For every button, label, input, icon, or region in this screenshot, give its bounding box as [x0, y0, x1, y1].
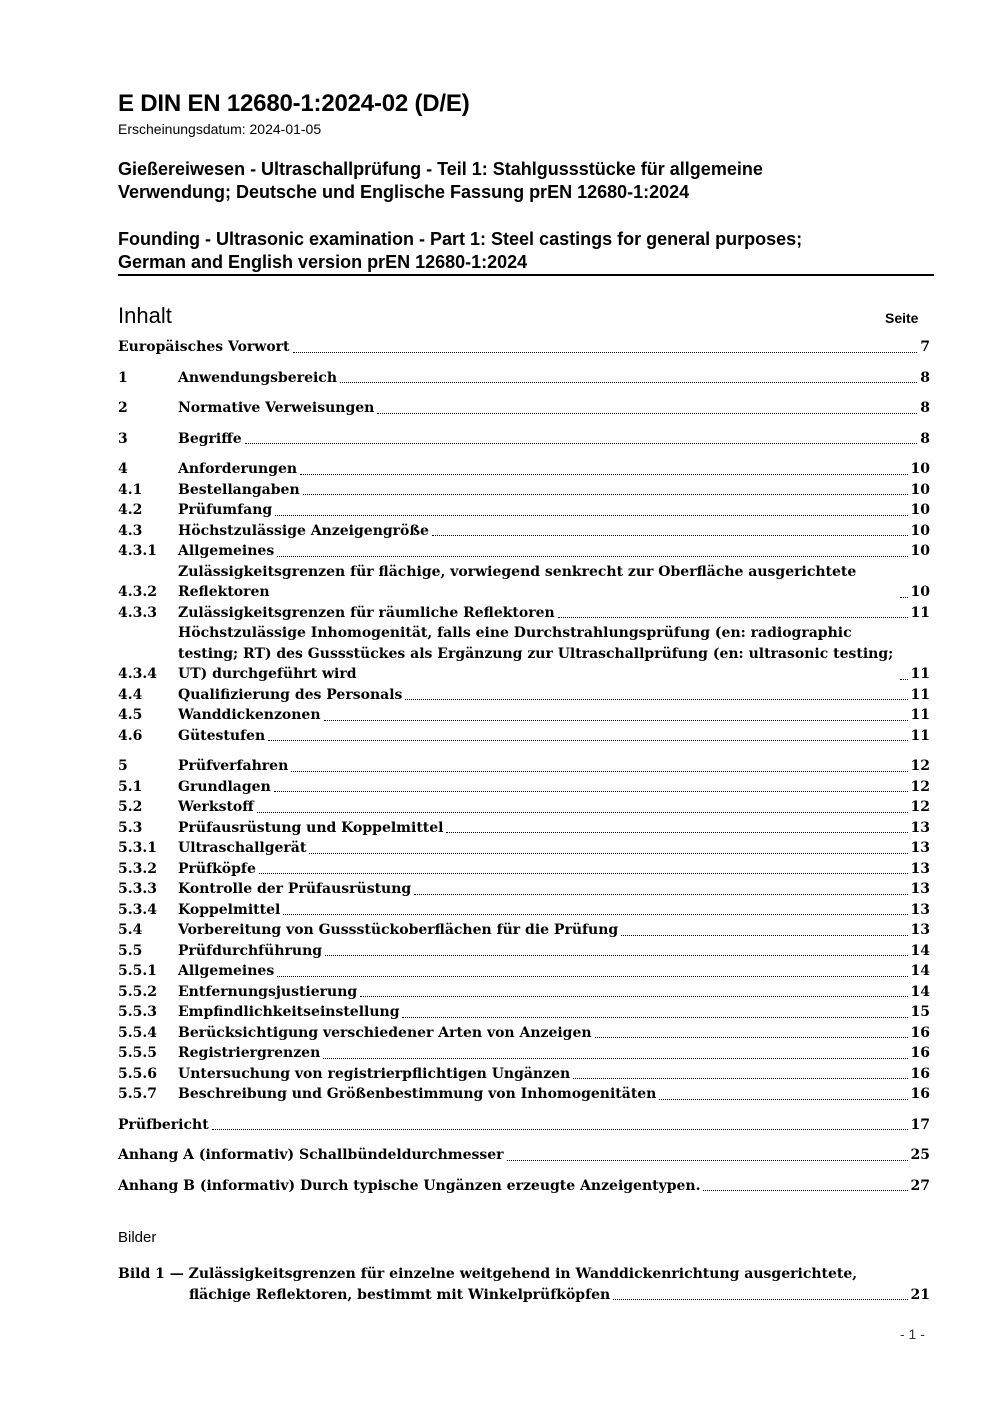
toc-leader	[212, 1129, 908, 1130]
toc-entry-number: 4.4	[118, 686, 143, 703]
toc-entry-number: 1	[118, 369, 128, 386]
toc-entry-title: Allgemeines	[178, 543, 275, 559]
toc-entry-number: 4.6	[118, 727, 143, 744]
toc-leader	[323, 1058, 907, 1059]
toc-entry-title: Allgemeines	[178, 963, 275, 979]
toc-entry-number: 5.1	[118, 778, 143, 795]
toc-leader	[405, 699, 907, 700]
toc-entry-number: 2	[118, 400, 128, 416]
toc-entry-title: Kontrolle der Prüfausrüstung	[178, 881, 412, 897]
toc-entry-number: 4.3.1	[118, 543, 157, 559]
toc-entry-page: 16	[910, 1045, 930, 1061]
figure-entry-title-line-2: flächige Reflektoren, bestimmt mit Winkelprüfköpfen	[189, 1286, 611, 1303]
toc-leader	[613, 1299, 907, 1300]
toc-entry[interactable]	[118, 797, 930, 818]
toc-heading: Inhalt	[118, 303, 172, 328]
toc-entry-page: 16	[910, 1086, 930, 1102]
toc-entry-title: Prüfköpfe	[178, 860, 256, 877]
toc-entry[interactable]	[118, 623, 930, 685]
toc-entry-number: 5.5	[118, 942, 143, 959]
toc-entry-page: 11	[910, 604, 930, 621]
toc-entry-title: Anwendungsbereich	[178, 369, 337, 386]
figure-entry[interactable]	[118, 1264, 930, 1305]
toc-leader	[414, 894, 907, 895]
toc-entry-page: 13	[910, 819, 930, 836]
toc-entry-number: 5.3	[118, 819, 143, 836]
toc-entry-page: 14	[910, 963, 930, 979]
toc-entry-number: 5	[118, 758, 128, 774]
toc-entry[interactable]	[118, 705, 930, 726]
toc-leader	[377, 413, 917, 414]
toc-entry-page: 13	[910, 881, 930, 897]
toc-entry-page: 7	[920, 339, 930, 355]
figure-entry-page: 21	[910, 1286, 930, 1303]
toc-entry[interactable]	[118, 1145, 930, 1166]
toc-entry[interactable]	[118, 1064, 930, 1085]
toc-entry-number: 5.4	[118, 922, 143, 938]
toc-entry-number: 4.5	[118, 707, 143, 723]
toc-entry-page: 10	[910, 584, 930, 600]
toc-leader	[432, 535, 908, 536]
toc-entry[interactable]	[118, 541, 930, 562]
toc-entry-title: Entfernungsjustierung	[178, 983, 358, 1000]
toc-entry-title: Gütestufen	[178, 727, 266, 744]
toc-entry[interactable]	[118, 859, 930, 880]
toc-entry[interactable]	[118, 562, 930, 603]
toc-entry[interactable]	[118, 337, 930, 358]
toc-leader	[558, 617, 908, 618]
toc-entry-number: 5.5.3	[118, 1004, 157, 1020]
toc-entry-number: 5.5.5	[118, 1045, 157, 1061]
toc-entry-number: 4.1	[118, 481, 143, 498]
toc-entry-page: 13	[910, 901, 930, 918]
table-of-contents	[118, 337, 930, 1196]
toc-entry-title: Anhang A (informativ) Schallbündeldurchmesser	[118, 1147, 504, 1163]
toc-leader	[245, 443, 918, 444]
toc-entry-title: Europäisches Vorwort	[118, 339, 290, 355]
toc-leader	[402, 1017, 907, 1018]
toc-entry-title: Grundlagen	[178, 778, 271, 795]
toc-entry-page: 10	[910, 481, 930, 498]
toc-entry[interactable]	[118, 1002, 930, 1023]
toc-entry-title: Ultraschallgerät	[178, 840, 307, 856]
toc-entry-page: 16	[910, 1024, 930, 1041]
toc-entry-title: Zulässigkeitsgrenzen für flächige, vorwiegend senkrecht zur Oberfläche ausgerichtete Reflektoren	[178, 563, 857, 600]
toc-entry-page: 12	[910, 799, 930, 815]
toc-entry[interactable]	[118, 1084, 930, 1105]
toc-entry-page: 14	[910, 942, 930, 959]
title-german	[118, 158, 918, 204]
toc-entry-title: Prüfausrüstung und Koppelmittel	[178, 819, 444, 836]
toc-entry[interactable]	[118, 1023, 930, 1044]
toc-entry-number: 5.3.4	[118, 901, 157, 918]
toc-entry-title: Werkstoff	[178, 799, 254, 815]
toc-entry[interactable]	[118, 838, 930, 859]
title-english	[118, 228, 918, 274]
toc-leader	[703, 1190, 907, 1191]
toc-entry-page: 13	[910, 860, 930, 877]
toc-leader	[595, 1037, 908, 1038]
toc-entry-title: Prüfverfahren	[178, 758, 289, 774]
toc-entry-page: 10	[910, 502, 930, 518]
toc-leader	[303, 494, 908, 495]
toc-entry[interactable]	[118, 777, 930, 798]
toc-entry-number: 5.5.2	[118, 983, 157, 1000]
toc-entry-page: 8	[920, 369, 930, 386]
toc-leader	[573, 1078, 907, 1079]
toc-entry[interactable]	[118, 920, 930, 941]
toc-entry-title: Untersuchung von registrierpflichtigen Ungänzen	[178, 1065, 571, 1082]
toc-entry-title: Normative Verweisungen	[178, 400, 375, 416]
toc-entry-page: 11	[910, 727, 930, 744]
toc-entry-number: 5.3.1	[118, 840, 157, 856]
toc-entry[interactable]	[118, 1115, 930, 1136]
toc-entry-number: 5.5.4	[118, 1024, 157, 1041]
standard-id: E DIN EN 12680-1:2024-02 (D/E)	[118, 90, 470, 117]
toc-leader	[507, 1160, 908, 1161]
toc-entry-page: 25	[910, 1147, 930, 1163]
toc-leader	[446, 832, 907, 833]
toc-entry-page: 14	[910, 983, 930, 1000]
toc-entry[interactable]	[118, 398, 930, 419]
toc-leader	[257, 812, 908, 813]
toc-entry-page: 27	[910, 1177, 930, 1194]
toc-leader	[283, 914, 907, 915]
toc-entry-title: Berücksichtigung verschiedener Arten von Anzeigen	[178, 1024, 592, 1041]
publication-date: Erscheinungsdatum: 2024-01-05	[118, 121, 322, 137]
toc-entry-title: Prüfbericht	[118, 1116, 209, 1133]
toc-entry[interactable]	[118, 726, 930, 747]
toc-entry-number: 5.3.3	[118, 881, 157, 897]
toc-leader	[277, 976, 907, 977]
toc-page-label: Seite	[885, 310, 919, 326]
toc-entry-number: 4.3.3	[118, 604, 157, 621]
toc-entry-page: 13	[910, 922, 930, 938]
toc-entry-title: Prüfumfang	[178, 502, 273, 518]
toc-entry-title: Prüfdurchführung	[178, 942, 323, 959]
toc-entry[interactable]	[118, 961, 930, 982]
title-german-line-1: Gießereiwesen - Ultraschallprüfung - Teil 1: Stahlgussstücke für allgemeine	[118, 159, 763, 179]
toc-entry-title: Empfindlichkeitseinstellung	[178, 1004, 400, 1020]
toc-entry-title: Koppelmittel	[178, 901, 281, 918]
title-divider	[118, 274, 934, 276]
toc-entry[interactable]	[118, 603, 930, 624]
toc-entry-title: Beschreibung und Größenbestimmung von Inhomogenitäten	[178, 1086, 657, 1102]
toc-entry-page: 13	[910, 840, 930, 856]
toc-leader	[291, 771, 907, 772]
toc-entry-page: 11	[910, 707, 930, 723]
toc-leader	[274, 791, 908, 792]
toc-entry[interactable]	[118, 480, 930, 501]
toc-entry[interactable]	[118, 818, 930, 839]
toc-entry-title: Bestellangaben	[178, 481, 300, 498]
toc-leader	[277, 556, 907, 557]
toc-entry-page: 12	[910, 778, 930, 795]
toc-entry-page: 11	[910, 686, 930, 703]
toc-entry-number: 5.5.1	[118, 963, 157, 979]
toc-leader	[300, 474, 907, 475]
toc-entry-number: 3	[118, 430, 128, 447]
toc-leader	[293, 352, 918, 353]
toc-entry[interactable]	[118, 879, 930, 900]
toc-entry-page: 8	[920, 430, 930, 447]
toc-entry-page: 16	[910, 1065, 930, 1082]
toc-entry[interactable]	[118, 756, 930, 777]
page-number: - 1 -	[900, 1326, 925, 1342]
toc-entry-title: Qualifizierung des Personals	[178, 686, 403, 703]
toc-entry-page: 11	[910, 666, 930, 682]
toc-leader	[325, 955, 907, 956]
toc-leader	[900, 679, 908, 680]
toc-leader	[900, 597, 908, 598]
title-english-line-1: Founding - Ultrasonic examination - Part 1: Steel castings for general purposes;	[118, 229, 803, 249]
toc-entry-number: 4	[118, 461, 128, 477]
toc-leader	[659, 1099, 907, 1100]
toc-entry-page: 15	[910, 1004, 930, 1020]
toc-entry-page: 8	[920, 400, 930, 416]
toc-leader	[621, 935, 907, 936]
toc-entry-title: Begriffe	[178, 430, 242, 447]
toc-entry[interactable]	[118, 521, 930, 542]
toc-entry[interactable]	[118, 1043, 930, 1064]
toc-entry-number: 5.5.6	[118, 1065, 157, 1082]
toc-entry-title: Höchstzulässige Anzeigengröße	[178, 522, 429, 539]
toc-entry-number: 4.2	[118, 502, 143, 518]
toc-entry-title: Zulässigkeitsgrenzen für räumliche Reflektoren	[178, 604, 555, 621]
toc-leader	[275, 515, 907, 516]
toc-entry-page: 12	[910, 758, 930, 774]
toc-entry[interactable]	[118, 685, 930, 706]
toc-entry-number: 5.5.7	[118, 1086, 157, 1102]
figures-heading: Bilder	[118, 1229, 157, 1246]
toc-entry-title: Höchstzulässige Inhomogenität, falls eine Durchstrahlungsprüfung (en: radiographic testing; RT) des Gussstückes als Ergänzung zur Ultraschallprüfung (en: ultrasonic testing; UT) durchgeführt wird	[178, 625, 894, 682]
toc-leader	[340, 382, 917, 383]
toc-entry[interactable]	[118, 1176, 930, 1197]
figure-entry-title-line-1: Bild 1 — Zulässigkeitsgrenzen für einzelne weitgehend in Wanddickenrichtung ausgerichtete,	[118, 1266, 858, 1282]
toc-leader	[309, 853, 907, 854]
toc-entry-number: 4.3.4	[118, 666, 157, 682]
toc-entry-number: 4.3	[118, 522, 143, 539]
toc-entry-page: 10	[910, 543, 930, 559]
toc-entry-number: 5.3.2	[118, 860, 157, 877]
toc-entry[interactable]	[118, 459, 930, 480]
toc-entry-title: Registriergrenzen	[178, 1045, 321, 1061]
toc-entry[interactable]	[118, 982, 930, 1003]
toc-entry-title: Anhang B (informativ) Durch typische Ungänzen erzeugte Anzeigentypen.	[118, 1177, 701, 1194]
toc-leader	[324, 720, 908, 721]
toc-entry-title: Vorbereitung von Gussstückoberflächen für die Prüfung	[178, 922, 619, 938]
toc-entry-number: 4.3.2	[118, 584, 157, 600]
toc-entry[interactable]	[118, 941, 930, 962]
toc-entry-page: 10	[910, 522, 930, 539]
title-german-line-2: Verwendung; Deutsche und Englische Fassung prEN 12680-1:2024	[118, 182, 690, 202]
toc-entry[interactable]	[118, 368, 930, 389]
toc-entry-title: Wanddickenzonen	[178, 707, 321, 723]
title-english-line-2: German and English version prEN 12680-1:2024	[118, 252, 528, 272]
toc-entry-title: Anforderungen	[178, 461, 298, 477]
toc-entry[interactable]	[118, 429, 930, 450]
toc-entry-page: 10	[910, 461, 930, 477]
toc-entry-number: 5.2	[118, 799, 143, 815]
toc-leader	[360, 996, 907, 997]
toc-entry-page: 17	[910, 1116, 930, 1133]
toc-entry[interactable]	[118, 900, 930, 921]
toc-leader	[259, 873, 908, 874]
toc-entry[interactable]	[118, 500, 930, 521]
toc-leader	[268, 740, 907, 741]
